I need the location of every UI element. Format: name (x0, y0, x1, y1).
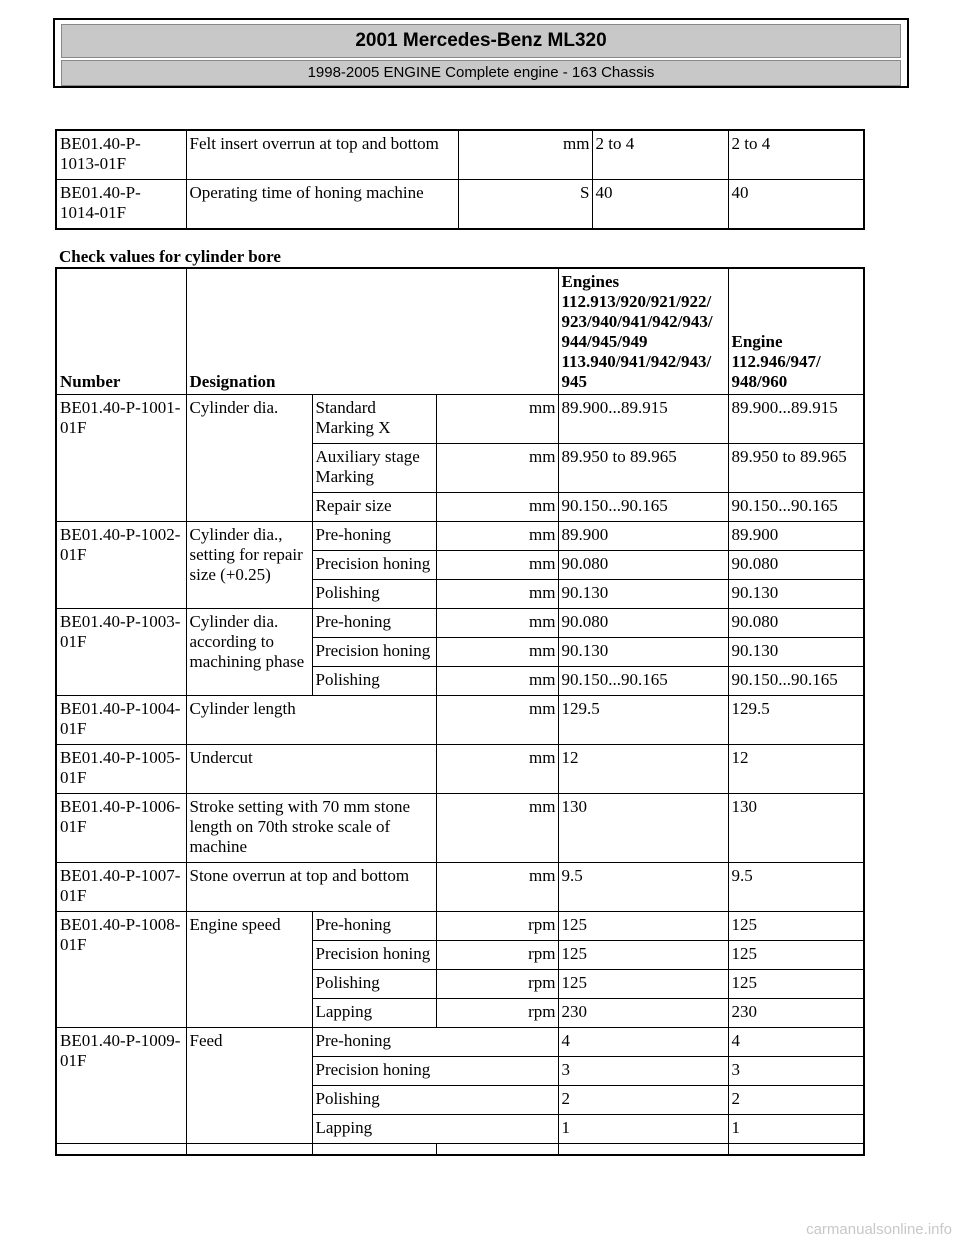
cylinder-bore-table (55, 267, 865, 1156)
cell-sub-designation: Pre-honing (312, 609, 436, 638)
cell-unit: mm (436, 863, 558, 912)
table-row (56, 1028, 864, 1057)
cell-number: BE01.40-P-1002-01F (56, 522, 186, 609)
table-row-continued (56, 1144, 864, 1156)
cell-value-engines1: 40 (592, 180, 728, 230)
cell-designation: Engine speed (186, 912, 312, 1028)
cell-number: BE01.40-P- 1014-01F (56, 180, 186, 230)
cell-unit: mm (436, 395, 558, 444)
table-row (56, 609, 864, 638)
cell-unit: mm (436, 745, 558, 794)
cell-unit: mm (436, 609, 558, 638)
cell-number: BE01.40-P-1005-01F (56, 745, 186, 794)
cell-number: BE01.40-P-1007-01F (56, 863, 186, 912)
cell-sub-designation: Precision honing (312, 1057, 558, 1086)
cell-sub-designation: Pre-honing (312, 912, 436, 941)
cell-value-engines1: 90.150...90.165 (558, 667, 728, 696)
cell-value-engines1: 90.150...90.165 (558, 493, 728, 522)
column-header-engines-group2: Engine 112.946/947/ 948/960 (728, 268, 864, 395)
cell-designation: Stone overrun at top and bottom (186, 863, 436, 912)
cell-sub-designation: Auxiliary stage Marking (312, 444, 436, 493)
cell-sub-designation: Standard Marking X (312, 395, 436, 444)
empty-cell (558, 1144, 728, 1156)
table-row (56, 522, 864, 551)
document-header (53, 18, 909, 88)
cell-value-engines2: 90.080 (728, 609, 864, 638)
cell-number: BE01.40-P-1008-01F (56, 912, 186, 1028)
cell-unit: rpm (436, 999, 558, 1028)
cell-unit: mm (436, 522, 558, 551)
section-title: Check values for cylinder bore (59, 247, 281, 266)
cell-unit: mm (436, 638, 558, 667)
cell-sub-designation: Polishing (312, 580, 436, 609)
cell-value-engines2: 3 (728, 1057, 864, 1086)
cell-number: BE01.40-P-1009-01F (56, 1028, 186, 1144)
cell-number: BE01.40-P- 1013-01F (56, 130, 186, 180)
cell-sub-designation: Polishing (312, 970, 436, 999)
cell-value-engines1: 129.5 (558, 696, 728, 745)
table-row (56, 395, 864, 444)
cell-unit: rpm (436, 941, 558, 970)
cell-sub-designation: Precision honing (312, 638, 436, 667)
cell-value-engines2: 90.130 (728, 580, 864, 609)
cell-value-engines1: 12 (558, 745, 728, 794)
cell-sub-designation: Lapping (312, 999, 436, 1028)
cell-value-engines1: 3 (558, 1057, 728, 1086)
cell-designation: Cylinder dia. (186, 395, 312, 522)
cell-sub-designation: Lapping (312, 1115, 558, 1144)
cell-value-engines2: 130 (728, 794, 864, 863)
cell-value-engines2: 89.900...89.915 (728, 395, 864, 444)
cell-unit: mm (436, 580, 558, 609)
cell-value-engines2: 125 (728, 912, 864, 941)
cell-number: BE01.40-P-1001-01F (56, 395, 186, 522)
cell-value-engines1: 2 to 4 (592, 130, 728, 180)
cell-unit: rpm (436, 912, 558, 941)
cell-sub-designation: Precision honing (312, 941, 436, 970)
table-header-row (56, 268, 864, 395)
empty-cell (56, 1144, 186, 1156)
cell-designation: Undercut (186, 745, 436, 794)
cell-value-engines2: 90.130 (728, 638, 864, 667)
cell-sub-designation: Polishing (312, 1086, 558, 1115)
watermark: carmanualsonline.info (806, 1221, 952, 1238)
cell-value-engines2: 2 (728, 1086, 864, 1115)
continued-values-table (55, 129, 865, 230)
cell-value-engines2: 230 (728, 999, 864, 1028)
table-row (56, 180, 864, 230)
cell-designation: Feed (186, 1028, 312, 1144)
cell-value-engines2: 12 (728, 745, 864, 794)
cell-unit: mm (436, 444, 558, 493)
table-row (56, 130, 864, 180)
cell-unit: mm (458, 130, 592, 180)
cell-value-engines2: 1 (728, 1115, 864, 1144)
empty-cell (312, 1144, 436, 1156)
cell-number: BE01.40-P-1003-01F (56, 609, 186, 696)
cell-value-engines1: 90.130 (558, 638, 728, 667)
cell-value-engines2: 90.080 (728, 551, 864, 580)
table-row (56, 696, 864, 745)
column-header-designation: Designation (186, 268, 558, 395)
cell-value-engines1: 89.950 to 89.965 (558, 444, 728, 493)
cell-designation: Stroke setting with 70 mm stone length on 70th stroke scale of machine (186, 794, 436, 863)
cell-unit: mm (436, 493, 558, 522)
empty-cell (186, 1144, 312, 1156)
cell-designation: Cylinder dia., setting for repair size (+0.25) (186, 522, 312, 609)
cell-value-engines1: 125 (558, 970, 728, 999)
cell-value-engines1: 9.5 (558, 863, 728, 912)
cell-designation: Cylinder dia. according to machining phase (186, 609, 312, 696)
cell-unit: mm (436, 696, 558, 745)
table-row (56, 912, 864, 941)
column-header-number: Number (56, 268, 186, 395)
cell-value-engines2: 2 to 4 (728, 130, 864, 180)
cell-value-engines1: 90.080 (558, 551, 728, 580)
cell-value-engines1: 1 (558, 1115, 728, 1144)
table-row (56, 863, 864, 912)
cell-number: BE01.40-P-1004-01F (56, 696, 186, 745)
cell-unit: rpm (436, 970, 558, 999)
cell-unit: S (458, 180, 592, 230)
column-header-engines-group1: Engines 112.913/920/921/922/ 923/940/941/942/943/ 944/945/949 113.940/941/942/943/ 945 (558, 268, 728, 395)
cell-unit: mm (436, 794, 558, 863)
cell-sub-designation: Precision honing (312, 551, 436, 580)
cell-value-engines2: 89.900 (728, 522, 864, 551)
cell-designation: Cylinder length (186, 696, 436, 745)
cell-value-engines1: 125 (558, 941, 728, 970)
cell-value-engines2: 125 (728, 970, 864, 999)
document-subtitle: 1998-2005 ENGINE Complete engine - 163 Chassis (61, 60, 901, 86)
cell-value-engines1: 230 (558, 999, 728, 1028)
cell-value-engines1: 90.080 (558, 609, 728, 638)
document-title: 2001 Mercedes-Benz ML320 (61, 24, 901, 58)
cell-sub-designation: Repair size (312, 493, 436, 522)
cell-value-engines1: 4 (558, 1028, 728, 1057)
cell-value-engines1: 89.900 (558, 522, 728, 551)
cell-value-engines2: 125 (728, 941, 864, 970)
cell-value-engines2: 90.150...90.165 (728, 667, 864, 696)
empty-cell (728, 1144, 864, 1156)
cell-unit: mm (436, 551, 558, 580)
cell-designation: Felt insert overrun at top and bottom (186, 130, 458, 180)
cell-value-engines2: 40 (728, 180, 864, 230)
cell-value-engines2: 89.950 to 89.965 (728, 444, 864, 493)
cell-value-engines2: 90.150...90.165 (728, 493, 864, 522)
cell-value-engines2: 4 (728, 1028, 864, 1057)
empty-cell (436, 1144, 558, 1156)
cell-value-engines1: 2 (558, 1086, 728, 1115)
cell-value-engines1: 89.900...89.915 (558, 395, 728, 444)
cell-value-engines1: 90.130 (558, 580, 728, 609)
table-row (56, 794, 864, 863)
cell-value-engines1: 130 (558, 794, 728, 863)
cell-sub-designation: Pre-honing (312, 1028, 558, 1057)
cell-unit: mm (436, 667, 558, 696)
cell-value-engines2: 9.5 (728, 863, 864, 912)
cell-value-engines2: 129.5 (728, 696, 864, 745)
cell-sub-designation: Pre-honing (312, 522, 436, 551)
cell-value-engines1: 125 (558, 912, 728, 941)
table-row (56, 745, 864, 794)
cell-number: BE01.40-P-1006-01F (56, 794, 186, 863)
cell-designation: Operating time of honing machine (186, 180, 458, 230)
cell-sub-designation: Polishing (312, 667, 436, 696)
